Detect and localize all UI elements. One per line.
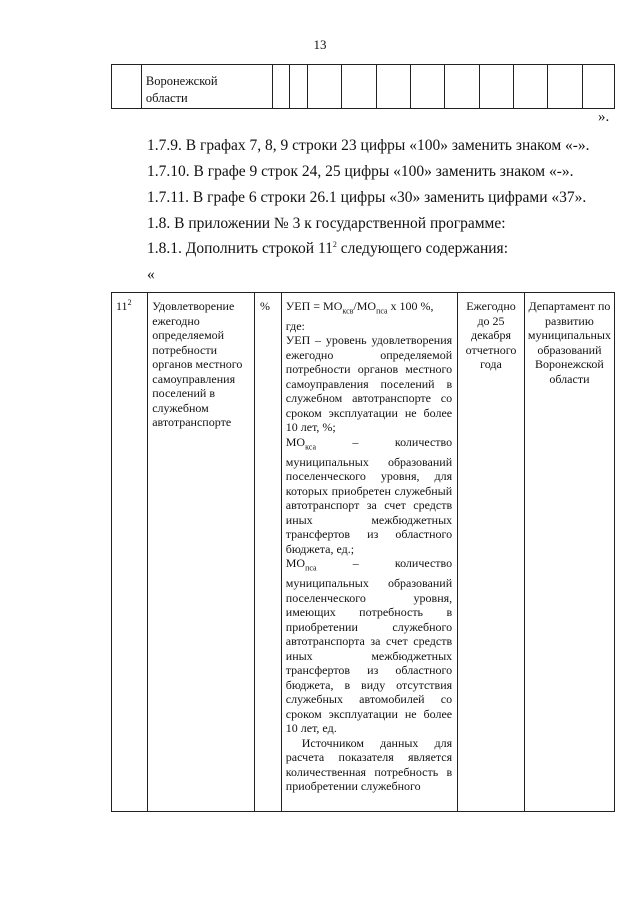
paragraph-text: 1.8.1. Дополнить строкой 11 <box>147 240 333 258</box>
formula-text: х 100 %, <box>387 299 434 313</box>
formula-text: МО <box>285 556 306 571</box>
indicator-table <box>111 292 615 812</box>
formula-sub: ксв <box>342 306 354 316</box>
table-cell <box>445 65 479 109</box>
row-number: 11 <box>116 299 128 313</box>
opening-quote: « <box>147 266 155 283</box>
superscript: 2 <box>332 240 337 249</box>
formula-mo1 <box>286 435 452 556</box>
previous-table-fragment <box>111 64 615 109</box>
responsible-cell: Департамент по развитию муниципальных образований Воронежской области <box>524 293 614 812</box>
formula-sub: пса <box>305 563 317 573</box>
formula-mo2 <box>286 556 452 735</box>
paragraph-1-7-10: 1.7.10. В графе 9 строк 24, 25 цифры «100» заменить знаком «-». <box>147 163 574 180</box>
row-number-sup: 2 <box>127 298 132 307</box>
table-cell <box>290 65 308 109</box>
formula-text: – количество муниципальных образований поселенческого уровня, имеющих потребность в приобретении служебного автотранспорта за счет средств иных межбюджетных трансфертов из областного бюджета, в виду отсутствия служебных автомобилей со сроком эксплуатации не более 10 лет, ед. <box>285 556 453 736</box>
indicator-name-cell: Удовлетворение ежегодно определяемой потребности органов местного самоуправления поселений в служебном автотранспорте <box>148 293 255 812</box>
period-cell: Ежегодно до 25 декабря отчетного года <box>458 293 525 812</box>
table-row <box>112 293 615 812</box>
formula-sub: пса <box>376 306 388 316</box>
formula-line <box>286 299 452 319</box>
table-cell <box>548 65 582 109</box>
region-line2: области <box>145 91 188 105</box>
table-cell <box>308 65 342 109</box>
formula-sub: кса <box>305 442 316 452</box>
table-cell <box>411 65 445 109</box>
formula-source: Источником данных для расчета показателя является количественная потребность в приобретении служебного <box>285 735 453 794</box>
formula-cell <box>281 293 457 812</box>
table-cell <box>272 65 290 109</box>
paragraph-1-8: 1.8. В приложении № 3 к государственной программе: <box>147 215 506 232</box>
formula-text: МО <box>285 434 306 449</box>
paragraph-1-7-9: 1.7.9. В графах 7, 8, 9 строки 23 цифры «100» заменить знаком «-». <box>147 137 590 154</box>
paragraph-1-8-1 <box>147 240 508 258</box>
row-number-cell <box>112 293 148 812</box>
table-row <box>112 65 615 109</box>
paragraph-text: следующего содержания: <box>336 240 508 258</box>
table-cell <box>514 65 548 109</box>
formula-where: где: <box>285 318 305 333</box>
formula-text: /МО <box>353 299 377 313</box>
table-cell <box>582 65 614 109</box>
paragraph-1-7-11: 1.7.11. В графе 6 строки 26.1 цифры «30» заменить цифрами «37». <box>147 189 587 206</box>
table-cell <box>376 65 410 109</box>
closing-quote: ». <box>598 109 610 125</box>
formula-uep: УЕП – уровень удовлетворения ежегодно определяемой потребности органов местного самоуправления поселений в служебном автотранспорте со сроком эксплуатации не более 10 лет, %; <box>285 333 453 435</box>
page-number: 13 <box>313 37 327 52</box>
formula-text: – количество муниципальных образований поселенческого уровня, для которых приобретен служебный автотранспорт за счет средств иных межбюджетных трансфертов из областного бюджета, ед.; <box>285 434 453 556</box>
table-cell <box>342 65 376 109</box>
unit-cell: % <box>255 293 282 812</box>
table-cell <box>112 65 142 109</box>
formula-text: УЕП = МО <box>285 299 343 313</box>
region-line1: Воронежской <box>145 74 218 88</box>
region-cell <box>141 65 272 109</box>
table-cell <box>479 65 513 109</box>
